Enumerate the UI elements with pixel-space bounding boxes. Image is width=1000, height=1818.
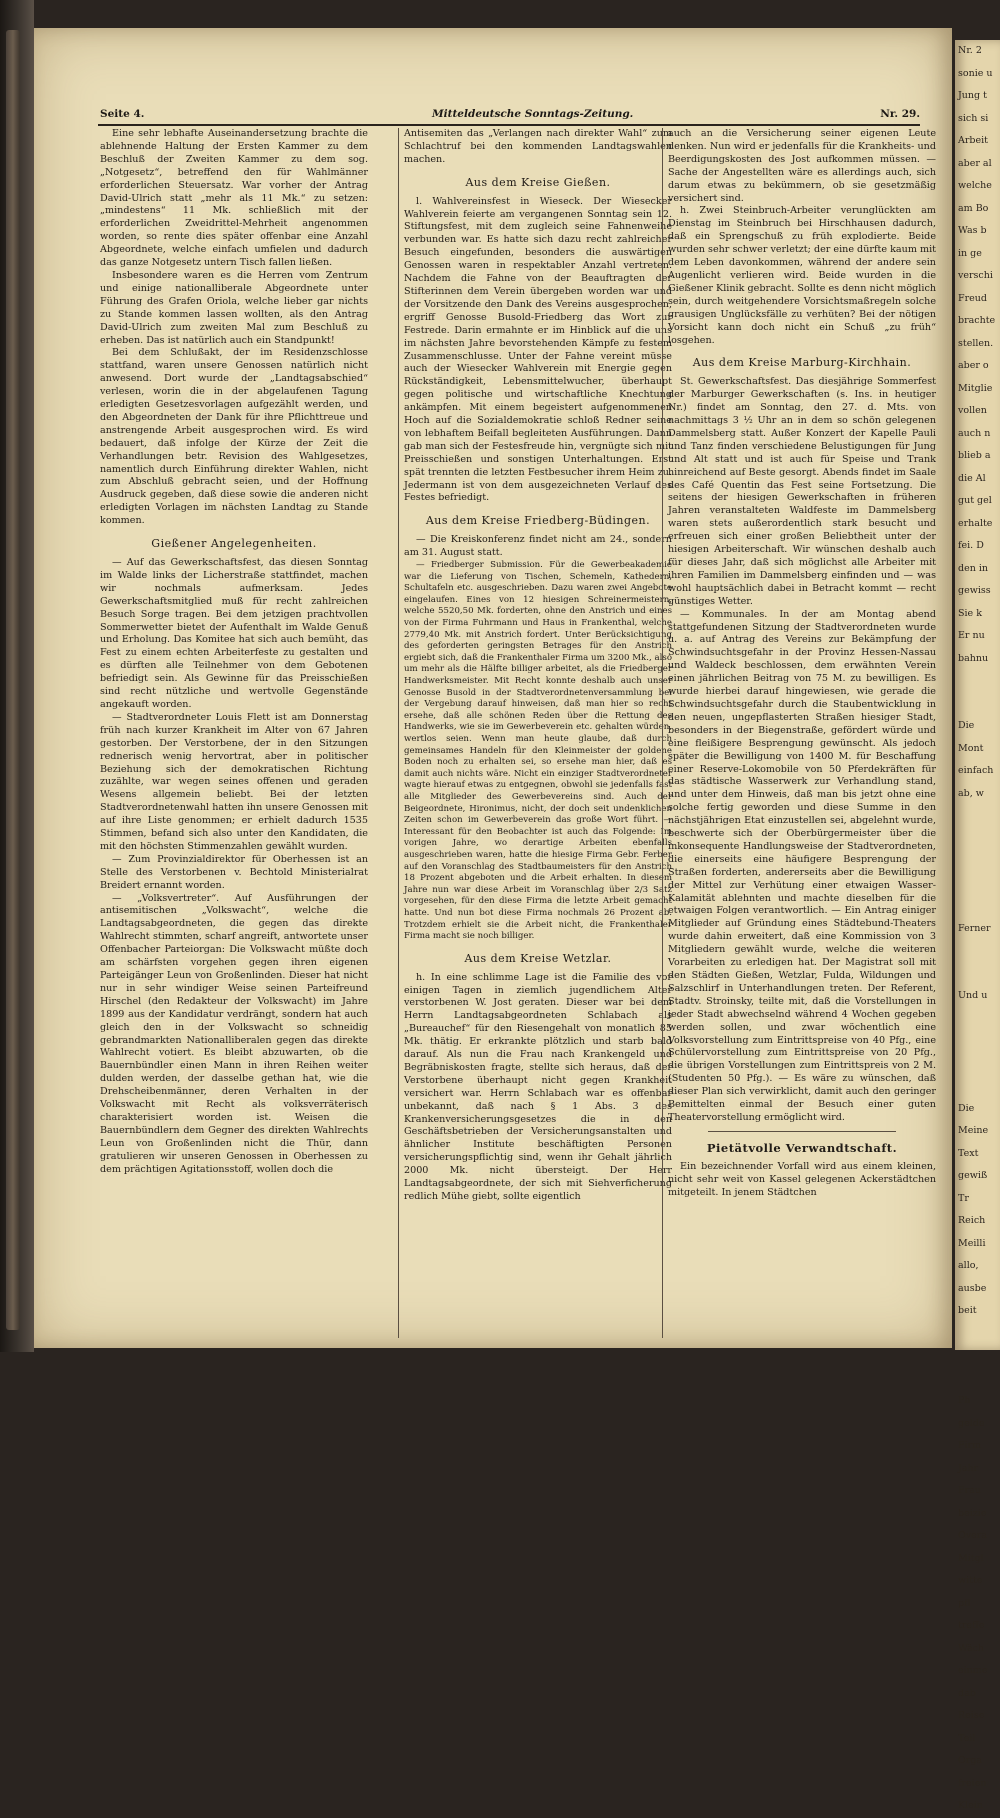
adjacent-page-text-fragment: sich si (958, 112, 989, 124)
article-paragraph: — Auf das Gewerkschaftsfest, das diesen Sonntag im Walde links der Licherstraße stattfindet, machen wir nochmals aufmerksam. Jedes Gewerkschaftsmitglied muß für recht zahlreichen Besuch Sorge tragen. Bei dem jetzigen prachtvollen Sommerwetter bietet der Aufenthalt im Walde Genuß und Erholung. Das Komitee hat sich auch bemüht, das Fest zu einem echten Arbeiterfeste zu gestalten und es dürften alle Teilnehmer von dem Gebotenen befriedigt sein. Als Gewinne für das Preisschießen sind recht nützliche und wertvolle Gegenstände angekauft worden. (100, 557, 368, 710)
adjacent-page-text-fragment: beit (958, 1305, 977, 1316)
adjacent-page-text-fragment: auch n (958, 427, 991, 439)
adjacent-page-text-fragment: Ph (958, 1395, 971, 1406)
adjacent-page-text-fragment: dab (958, 1687, 976, 1699)
adjacent-page-text-fragment: Meine (958, 1125, 989, 1136)
adjacent-page-text-fragment: Die (958, 1102, 975, 1114)
adjacent-page-text-fragment: Meilli (958, 1237, 986, 1249)
adjacent-page-text-fragment: vollen (958, 405, 987, 416)
header-rule (98, 124, 920, 126)
adjacent-page-text-fragment: Nr. 2 (958, 45, 982, 56)
adjacent-page-text-fragment: Mitglie (958, 382, 993, 394)
adjacent-page-text-fragment: Reise (958, 1710, 985, 1721)
adjacent-page-text-fragment: gut gel (958, 495, 992, 506)
adjacent-page-text-fragment: bahnu (958, 652, 989, 664)
adjacent-page-text-fragment (955, 940, 1000, 963)
section-heading: Pietätvolle Verwandtschaft. (706, 1140, 898, 1155)
adjacent-page-text-fragment: gewiß (958, 1170, 988, 1181)
adjacent-page-text-fragment: Teil (958, 1732, 976, 1744)
adjacent-page-text-fragment: einme (958, 1665, 988, 1676)
adjacent-page-text-fragment: Ferner (958, 922, 991, 934)
article-paragraph: Antisemiten das „Verlangen nach direkter Wahl“ zum Schlachtruf bei den kommenden Landtagswahlen machen. (404, 128, 672, 165)
adjacent-page-text-fragment: Sie k (958, 607, 982, 619)
adjacent-page-text-fragment (955, 1075, 1000, 1098)
section-heading: Aus dem Kreise Wetzlar. (464, 951, 612, 965)
page-number: Seite 4. (100, 108, 145, 120)
adjacent-page-text-fragment: die Al (958, 472, 986, 484)
adjacent-page-text-fragment (955, 1323, 1000, 1346)
adjacent-page-text-fragment: stellen. (958, 337, 994, 349)
adjacent-page-text-fragment: witte (958, 1575, 983, 1586)
adjacent-page-text-fragment: erhalte (958, 517, 993, 529)
adjacent-page-text-fragment: aber al (958, 157, 992, 169)
article-paragraph: — Die Kreiskonferenz findet nicht am 24., sondern am 31. August statt. (404, 534, 672, 559)
adjacent-page-text-fragment: ausbe (958, 1282, 987, 1294)
adjacent-page-text-fragment: Firm (958, 1440, 982, 1451)
adjacent-page-text-fragment: Reich (958, 1215, 986, 1226)
adjacent-page-text-fragment: in ge (958, 247, 982, 259)
adjacent-page-text-fragment: Klein (958, 1800, 983, 1811)
page-header (100, 108, 920, 124)
adjacent-page-text-fragment: gewiss (958, 585, 991, 596)
adjacent-page-text-fragment: blieb a (958, 450, 991, 461)
section-heading: Aus dem Kreise Gießen. (465, 175, 611, 189)
article-paragraph: — Stadtverordneter Louis Flett ist am Donnerstag früh nach kurzer Krankheit im Alter von 67 Jahren gestorben. Der Verstorbene, der in den Sitzungen rednerisch wenig hervortrat, aber in politischer Beziehung sich der demokratischen Richtung zuzählte, war wegen seines offenen und geraden Wesens allgemein beliebt. Bei der letzten Stadtverordnetenwahl hatten ihn unsere Genossen mit auf ihre Liste genommen; er erhielt dadurch 1535 Stimmen, befand sich also unter den Kandidaten, die mit den höchsten Stimmenzahlen gewählt wurden. (100, 711, 368, 852)
adjacent-page-text-fragment: allo, (958, 1260, 979, 1271)
adjacent-page-text-fragment: beizie (958, 1507, 987, 1519)
adjacent-page-text-fragment: brachte (958, 315, 996, 326)
binding-spine-strip (6, 30, 20, 1330)
section-heading: Aus dem Kreise Friedberg-Büdingen. (425, 514, 651, 528)
adjacent-page-text-fragment (955, 1030, 1000, 1053)
issue-number: Nr. 29. (880, 108, 920, 120)
section-heading: Gießener Angelegenheiten. (151, 537, 317, 551)
adjacent-page-text-fragment: Mitgl (958, 1552, 984, 1564)
column-divider (398, 128, 399, 1338)
newspaper-title: Mitteldeutsche Sonntags-Zeitung. (432, 108, 634, 120)
adjacent-page-text-fragment (955, 1368, 1000, 1391)
article-paragraph: St. Gewerkschaftsfest. Das diesjährige Sommerfest der Marburger Gewerkschaften (s. Ins. in heutiger Nr.) findet am Sonntag, den 27. d. Mts. von nachmittags 3 ½ Uhr an in dem so schön gelegenen Dammelsberg statt. Außer Konzert der Kapelle Pauli und Tanz finden verschiedene Belustigungen für Jung und Alt statt und ist auch für Speise und Trank hinreichend auf Beste gesorgt. Abends findet im Saale des Café Quentin das Fest seine Fortsetzung. Die seitens der hiesigen Gewerkschaften in früheren Jahren veranstalteten Waldfeste im Dammelsberg waren stets außerordentlich stark besucht und erfreuen sich einer großen Beliebtheit unter der hiesigen Arbeiterschaft. Wir wünschen deshalb auch für dieses Jahr, daß sich möglichst alle Arbeiter mit ihren Familien im Dammelsberg einfinden und — was wohl hauptsächlich dabei in Betracht kommt — recht günstiges Wetter. (668, 376, 936, 607)
article-paragraph: Bei dem Schlußakt, der im Residenzschlosse stattfand, waren unsere Genossen natürlich nicht anwesend. Dort wurde der „Landtagsabschied“ verlesen, worin die in der abgelaufenen Tagung erledigten Gesetzesvorlagen aufgezählt werden, und den Abgeordneten der Dank für ihre Pflichttreue und anstrengende Arbeit ausgesprochen wird. Es wird bedauert, daß infolge der Kürze der Zeit die Verhandlungen betr. Revision des Wahlgesetzes, namentlich durch Einführung direkter Wahlen, nicht zum Abschluß gebracht seien, und der Hoffnung Ausdruck gegeben, daß diese sowie die anderen nicht erledigten Vorlagen im nächsten Landtag zu Stande kommen. (100, 347, 368, 527)
adjacent-page-text-fragment (955, 1345, 1000, 1368)
adjacent-page-text-fragment: aber o (958, 360, 989, 371)
article-paragraph: l. Wahlvereinsfest in Wieseck. Der Wiesecker Wahlverein feierte am vergangenen Sonntag sein 12. Stiftungsfest, mit dem zugleich seine Fahnenweihe verbunden war. Es hatte sich dazu recht zahlreicher Besuch eingefunden, besonders die auswärtigen Genossen waren in respektabler Anzahl vertreten. Nachdem die Fahne von der Beauftragten der Stifterinnen dem Verein übergeben worden war und der Vorsitzende den Dank des Vereins ausgesprochen, ergriff Genosse Busold-Friedberg das Wort zur Festrede. Darin ermahnte er im Hinblick auf die uns im nächsten Jahre bevorstehenden Kämpfe zu festem Zusammenschlusse. Unter der Fahne vereint müsse auch der Wiesecker Wahlverein mit Energie gegen Rückständigkeit, Lebensmittelwucher, überhaupt gegen politische und wirtschaftliche Knechtung ankämpfen. Mit einem begeistert aufgenommenen Hoch auf die Sozialdemokratie schloß Redner seine von lebhaftem Beifall begleiteten Ausführungen. Dann gab man sich der Festesfreude hin, vergnügte sich mit Preisschießen und sonstigen Unterhaltungen. Erst spät trennten die letzten Festbesucher ihrem Heim zu. Jedermann ist von dem ausgezeichneten Verlauf des Festes befriedigt. (404, 195, 672, 504)
column-2 (404, 128, 672, 1340)
adjacent-page-text-fragment: Wäch (958, 1642, 985, 1654)
adjacent-page-text-fragment (955, 873, 1000, 896)
adjacent-page-text-fragment (955, 805, 1000, 828)
adjacent-page-text-fragment: Was b (958, 225, 987, 236)
section-rule (708, 1131, 896, 1132)
column-1 (100, 128, 368, 1340)
adjacent-page-text-fragment: am Bo (958, 202, 989, 214)
adjacent-page-text-fragment: Text (958, 1147, 979, 1159)
adjacent-page-text-fragment: Mont (958, 742, 984, 754)
column-divider (662, 128, 663, 1338)
adjacent-page-text-fragment: Die (958, 720, 975, 731)
adjacent-page-text-fragment (955, 850, 1000, 873)
adjacent-page-text-fragment: freien (958, 1777, 987, 1789)
article-paragraph: Eine sehr lebhafte Auseinandersetzung brachte die ablehnende Haltung der Ersten Kammer zu dem Beschluß der Zweiten Kammer zu dem sog. „Notgesetz“, betreffend den für Wahlmänner erforderlichen Steuersatz. War vorher der Antrag David-Ulrich statt „mehr als 11 Mk.“ zu setzen: „mindestens“ 11 Mk. schließlich mit der erforderlichen Zweidrittel-Mehrheit angenommen worden, so rente dies später offenbar eine Anzahl Abgeordnete, welche einfach umfielen und dadurch das ganze Notgesetz untern Tisch fallen ließen. (100, 128, 368, 269)
adjacent-page-text-fragment: Orga (958, 1755, 983, 1766)
article-paragraph: h. Zwei Steinbruch-Arbeiter verunglückten am Dienstag im Steinbruch bei Hirschhausen dadurch, daß ein Sprengschuß zu früh explodierte. Beide wurden sehr schwer verletzt; der eine dürfte kaum mit dem Leben davonkommen, während der andere sein Augenlicht verlieren wird. Beide wurden in die Gießener Klinik gebracht. Sollte es denn nicht möglich sein, durch weitgehendere Vorsichtsmaßregeln solche grausigen Unglücksfälle zu verhüten? Bei der nötigen Vorsicht kann doch nicht ein Schuß „zu früh“ losgehen. (668, 205, 936, 346)
adjacent-page-edge (955, 40, 1000, 1811)
article-paragraph: Ein bezeichnender Vorfall wird aus einem kleinen, nicht sehr weit von Kassel gelegenen Ackerstädtchen mitgeteilt. In jenem Städtchen (668, 1160, 936, 1198)
adjacent-page-text-fragment (955, 828, 1000, 851)
adjacent-page-text-fragment (955, 1008, 1000, 1031)
adjacent-page-text-fragment: Er nu (958, 630, 985, 641)
adjacent-page-text-fragment: Overa (958, 1530, 987, 1541)
article-paragraph: auch an die Versicherung seiner eigenen Leute denken. Nun wird er jedenfalls für die Krankheits- und Beerdigungskosten des Jost aufkommen müssen. — Sache der Angestellten wäre es allerdings auch, sich darum etwas zu bekümmern, ob sie gesetzmäßig versichert sind. (668, 128, 936, 204)
adjacent-page-text-fragment (955, 693, 1000, 716)
article-paragraph: h. In eine schlimme Lage ist die Familie des vor einigen Tagen in ziemlich jugendlichem Alter verstorbenen W. Jost geraten. Dieser war bei dem Herrn Landtagsabgeordneten Schlabach als „Bureauchef“ für den Riesengehalt von monatlich 85 Mk. thätig. Er erkrankte plötzlich und starb bald darauf. Als nun die Frau nach Krankengeld und Begräbniskosten fragte, stellte sich heraus, daß der Verstorbene überhaupt nicht gegen Krankheit versichert war. Herrn Schlabach war es offenbar unbekannt, daß nach § 1 Abs. 3 des Krankenversicherungsgesetzes die in den Geschäftsbetrieben der Versicherungsanstalten und ähnlicher Institute beschäftigten Personen versicherungspflichtig sind, wenn ihr Gehalt jährlich 2000 Mk. nicht übersteigt. Der Herr Landtagsabgeordnete, der sich mit Siehverficherung redlich Mühe giebt, sollte eigentlich (404, 971, 672, 1202)
adjacent-page-text-fragment: Arbeit (958, 135, 988, 146)
book-binding (0, 0, 34, 1352)
adjacent-page-text-fragment: Tr (958, 1192, 969, 1204)
adjacent-page-text-fragment (955, 670, 1000, 693)
article-paragraph-small: — Friedberger Submission. Für die Gewerbeakademie war die Lieferung von Tischen, Schemeln, Kathedern, Schultafeln etc. ausgeschrieben. Dazu waren zwei Angebote eingelaufen. Eines von 12 hiesigen Schreinermeistern, welche 5520,50 Mk. forderten, ohne den Anstrich und eines von der Firma Fuhrmann und Haus in Frankenthal, welche 2779,40 Mk. mit Anstrich fordert. Unter Berücksichtigung des geforderten geringsten Betrages für den Anstrich ergiebt sich, daß die Frankenthaler Firma um 3200 Mk., also um mehr als die Hälfte billiger arbeitet, als die Friedberger Handwerksmeister. Mit Recht konnte deshalb auch unser Genosse Busold in der Stadtverordnetenversammlung bei der Vergebung darauf hinweisen, daß man hier so recht ersehe, daß alle schönen Reden über die Rettung des Handwerks, wie sie im Gewerbeverein etc. gehalten würden, wertlos seien. Wenn man heute glaube, daß durch gemeinsames Handeln für den Kleinmeister der goldene Boden noch zu erhalten sei, so ersehe man hier, daß es damit auch nichts wäre. Nicht ein einziger Stadtverordneter wagte hierauf etwas zu entgegnen, obwohl sie jedenfalls fast alle Mitglieder des Gewerbevereins sind. Auch der Beigeordnete, Hironimus, nicht, der doch seit undenklichen Zeiten schon im Gewerbeverein das große Wort führt. — Interessant für den Beobachter ist auch das Folgende: Im vorigen Jahre, wo derartige Arbeiten ebenfalls ausgeschrieben waren, hatte die hiesige Firma Gebr. Ferber auf den Voranschlag des Stadtbaumeisters für den Anstrich 18 Prozent abgeboten und die Arbeit erhalten. In diesem Jahre nun war diese Arbeit im Voranschlag über 2/3 Satz vorgesehen, für den diese Firma die letzte Arbeit gemacht hatte. Und nun bot diese Firma nochmals 26 Prozent ab. Trotzdem erhielt sie die Arbeit nicht, die Frankenthaler Firma macht sie noch billiger. (404, 560, 672, 942)
adjacent-page-text-fragment: Jahr (958, 1462, 979, 1474)
adjacent-page-text-fragment: ab, w (958, 787, 984, 799)
article-paragraph: — Zum Provinzialdirektor für Oberhessen ist an Stelle des Verstorbenen v. Bechtold Ministerialrat Breidert ernannt worden. (100, 853, 368, 891)
section-heading: Aus dem Kreise Marburg-Kirchhain. (692, 356, 912, 370)
adjacent-page-text-fragment: Jung t (958, 90, 987, 101)
article-paragraph: — „Volksvertreter“. Auf Ausführungen der antisemitischen „Volkswacht“, welche die Landtagsabgeordneten, die gegen das direkte Wahlrecht stimmten, scharf angreift, antwortete unser Offenbacher Parteiorgan: Die Volkswacht müßte doch am schärfsten vorgehen gegen ihren eigenen Parteigänger Leun von Großenlinden. Dieser hat nicht nur in sehr windiger Weise seinen Parteifreund Hirschel (den Redakteur der Volkswacht) im Jahre 1899 aus der Kandidatur verdrängt, sondern hat auch gleich den in der Volkswacht so schneidig gebrandmarkten Nationalliberalen gegen das direkte Wahlrecht votiert. Es bleibt abzuwarten, ob die Bauernbündler einen Mann in ihren Reihen weiter dulden werden, der dasselbe gethan hat, wie die Drehscheibenmänner, deren Verhalten in der Volkswacht mit Recht als volksverräterisch charakterisiert worden ist. Weisen die Bauernbündlern dem Gegner des direkten Wahlrechts Leun von Großenlinden nicht die Thür, dann gratulieren wir unseren Genossen in Oberhessen zu dem prächtigen Agitationsstoff, wollen doch die (100, 892, 368, 1175)
adjacent-page-text-fragment: fei. D (958, 540, 984, 551)
adjacent-page-text-fragment (955, 895, 1000, 918)
adjacent-page-text-fragment: welche (958, 180, 992, 191)
adjacent-page-text-fragment: einfach (958, 765, 994, 776)
adjacent-page-text-fragment: pfl (958, 1597, 971, 1609)
adjacent-page-text-fragment (955, 963, 1000, 986)
adjacent-page-text-fragment: Frau (958, 1485, 981, 1496)
adjacent-page-text-fragment: treffe (958, 1620, 985, 1631)
adjacent-page-text-fragment: gelde (958, 1417, 985, 1429)
adjacent-page-text-fragment (955, 1053, 1000, 1076)
adjacent-page-text-fragment: den in (958, 562, 988, 574)
adjacent-page-text-fragment: sonie u (958, 67, 993, 79)
article-paragraph: Insbesondere waren es die Herren vom Zentrum und einige nationalliberale Abgeordnete unter Führung des Grafen Oriola, welche lieber gar nichts zu Stande kommen lassen wollten, als den Antrag David-Ulrich zum zweiten Mal zum Beschluß zu erheben. Das ist natürlich auch ein Standpunkt! (100, 269, 368, 346)
adjacent-page-text-fragment: Und u (958, 990, 988, 1001)
column-3 (668, 128, 936, 1340)
adjacent-page-text-fragment: Freud (958, 292, 987, 304)
adjacent-page-text-fragment: verschi (958, 270, 993, 281)
article-paragraph: — Kommunales. In der am Montag abend stattgefundenen Sitzung der Stadtverordneten wurde u. a. auf Antrag des Vereins zur Bekämpfung der Schwindsuchtsgefahr in der Provinz Hessen-Nassau und Waldeck beschlossen, dem erwähnten Verein einen jährlichen Beitrag von 75 M. zu bewilligen. Es wurde hierbei darauf hingewiesen, wie gerade die Schwindsuchtsgefahr durch die Staubentwicklung in den neuen, ungepflasterten Straßen hiesiger Stadt, besonders in der Biegenstraße, gefördert würde und eine fleißigere Besprengung gewünscht. Als jedoch später die Bewilligung von 1400 M. für Beschaffung einer Reserve-Lokomobile von 50 Pferdekräften für das städtische Wasserwerk zur Verhandlung stand, und unter dem Hinweis, daß man bis jetzt ohne eine solche fertig geworden und diese Summe in den nächstjährigen Etat einzustellen sei, abgelehnt wurde, beschwerte sich der Oberbürgermeister über die inkonsequente Handlungsweise der Stadtverordneten, die einerseits eine häufigere Besprengung der Straßen forderten, andererseits aber die Bewilligung der Mittel zur Verhütung einer etwaigen Wasser-Kalamität ablehnten und machte dieselben für die etwaigen Folgen verantwortlich. — Ein Antrag einiger Mitglieder auf Gründung eines Städtebund-Theaters wurde dahin erweitert, daß eine Kommission von 3 Mitgliedern gewählt wurde, welche die weiteren Vorarbeiten zu erledigen hat. Der Magistrat soll mit den Städten Gießen, Wetzlar, Fulda, Wildungen und Salzschlirf in Unterhandlungen treten. Der Referent, Stadtv. Stroinsky, teilte mit, daß die Vorstellungen in jeder Stadt abwechselnd während 4 Wochen gegeben werden sollen, und zwar wöchentlich eine Volksvorstellung zum Eintrittspreise von 40 Pfg., eine Schülervorstellung zum Eintrittspreise von 20 Pfg., die übrigen Vorstellungen zum Eintrittspreis von 2 M. (Studenten 50 Pfg.). — Es wäre zu wünschen, daß dieser Plan sich verwirklicht, damit auch den geringer Bemittelten einmal der Besuch einer guten Theatervorstellung ermöglicht wird. (668, 608, 936, 1123)
